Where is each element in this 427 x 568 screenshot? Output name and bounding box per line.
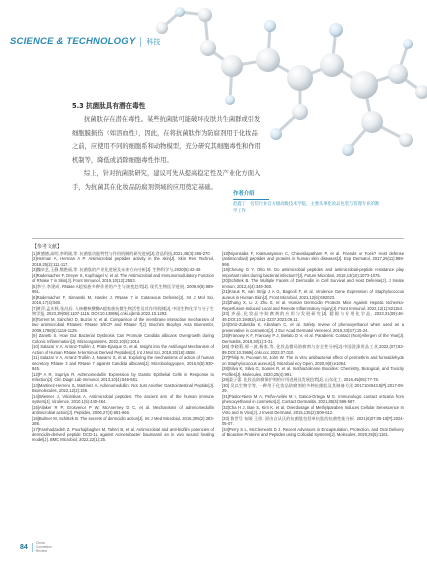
reference-item: [13]Martinez-Herrero S, Martínez A. Adrenomedullin: Not Just Another Gastrointestinal Peptide[J]. Biomolecules, 2022,12(2):156.	[32, 382, 214, 394]
section-title-en: SCIENCE & TECHNOLOGY	[10, 36, 136, 47]
article-paragraph: 抗菌肽存在潜在毒性。某些抗菌肽可能破坏皮肤共生菌群或引发细胞膜损伤（如溶血性），因此，在将抗菌肽作为防腐剂用于化妆品之前，应使用不同的细胞系和动物模型，充分研究其细胞毒性和作用机制等，降低或消除细胞毒性作用。	[72, 116, 261, 164]
header-divider	[140, 37, 141, 47]
references-right-column	[222, 251, 404, 443]
author-divider	[233, 199, 269, 200]
footer-divider	[32, 543, 33, 552]
reference-item: [23] 齐晶,化妆品中防腐剂的应用与发展研究[J]. 精细与专用化学品, 2023,31(09):46-49.DOI:10.19482/j.cn11-3237.2023.09.11.	[222, 311, 404, 322]
reference-item: [12]P A R, Supriya R. Adrenomedullin Expression by Gastric Epithelial Cells in Response to Infection[J]. Clin Diagn Lab Immunol, 2013,10(4):546-551.	[32, 371, 214, 383]
footer	[20, 542, 52, 553]
reference-item: [18]Niyonsaba F, Kiatsurayanon C, Chieosilapatham P, et al. Friends or Foes? Host defense (antimicrobial) peptides and proteins in human skin diseases[J]. Exp Dermatol, 2017,26(11):989-998.	[222, 251, 404, 267]
reference-item: [16]Bulmer M, Schittek B. The secrets of dermcidin action[J]. Int J Med Microbiol, 2015,305(2):283-286.	[32, 415, 214, 427]
author-title: 作者介绍	[233, 191, 255, 197]
reference-item: [25]Franowy K F, Franowy P J, Bielato D V, et al. Parabens: Contact (Non)Allergen of the Year[J]. Dermatitis, 2019,30(1):3-31.	[222, 333, 404, 344]
article-section-title: 5.3 抗菌肽具有潜在毒性	[72, 102, 146, 110]
reference-item: [26] 李晓莉,邢一波,杨家,等. 化妆品微局防腐剂与安全性分析[J].中国洗涤用品工业,2022,(07):82-89.DOI:10.3969/j.cnki.ccc.2022.07.010.	[222, 344, 404, 355]
reference-item: [14]Wiesner J, Vilcinskas A. Antimicrobial peptides: The ancient arm of the human immune system[J]. Virulence, 2010,1(5):440-464.	[32, 393, 214, 405]
reference-item: [15]Allaker R P, Grosvenor P W, McAnerney D C, et al. Mechanisms of adrenomedullin antimicrobial action[J]. Peptides, 2006,27(4):661-666.	[32, 404, 214, 416]
reference-item: [6]Rademacher F, Simanski M, Harder J. RNase 7 in Cutaneous Defense[J]. Int J Mol Sci, 2016,17(4):560.	[32, 294, 214, 306]
reference-item: [7]黄萍,孟庆秋,张昌辰. 人核糖核酸酶A超家族抗微生物活性及其作用机制[J]. 中国生物化学与分子生物学报, 2023,39(08):1107-1115. DOI:10.13865/j.cnki.cjbmb.2022.10.1293.	[32, 305, 214, 317]
section-title-cn: 科技	[146, 37, 161, 46]
reference-item: [31]Pastor-Nieto M A, Peña-Avilés M I, Gatica-Ortega M E. Immunologic contact urticaria from phenoxyethanol in cosmetics[J]. Contact Dermatitis, 2021,85(5):586-587.	[222, 393, 404, 405]
reference-item: [28]Silva K, Silva G, Soares R, et al. Isothiazolinone Biocides: Chemistry, Biological, and Toxicity Profiles[J]. Molecules, 2020,25(4):991.	[222, 366, 404, 377]
reference-item: [10] Salazar V A, Arranz-Trullén J, Prats-Ejarque G, et al. Insight into the Antifungal Mechanism of Action of Human RNase N-terminus Derived Peptides[J]. Int J Mol Sci, 2019,20(18):4558.	[32, 344, 214, 355]
references-left-column	[32, 251, 214, 443]
reference-item: [3]魏卓艺,王静,熊艳丽,等. 抗菌肽的产业化进展及未来方向分析[J]. 生物科学与,2020(5):42-46	[32, 267, 201, 273]
reference-item: [33] 鲁世号 布顾 王欣. 原由自从氏的抗菌肽包括单抗肽的抗菌性能分析. 2021(6)07:05-10[P].2024-05-07.	[222, 415, 404, 427]
journal-name-line: Cosmetics	[35, 544, 52, 549]
page-number: 84	[20, 544, 28, 552]
reference-item: [22]Zhang X, Li J, Zhu S, et al. Human Dermcidin Protects Mice Against Hepatic Ischemia-Reperfusion-Induced Local and Remote Inflammatory Injury[J]. Front Immunol, 2022,12(1):821154.	[222, 300, 404, 311]
author-text: 赵鑫丁：包装行业官方级高级技术学院，主要从事化妆品包装与管理专业的教学工作	[233, 202, 380, 214]
author-box	[233, 189, 383, 215]
reference-item: [32]Cha H J, Bae S, Kim K, et al. Overdosage of Methylparaben Induces Cellular Senescence In Vitro and In Vivo[J]. J Invest Dermatol, 2015,135(2):609-612.	[222, 404, 404, 416]
reference-item: [9] Zanetti S. How Gut Bacterial Dysbiosis Can Promote Candida albicans Overgrowth during Colonic Inflammation[J]. Microorganisms, 2022,10(5):1014.	[32, 333, 214, 344]
reference-item: [29]姜子蕾. 化妆品防腐保护剂的应用进展及发展趋势[J]. 山东化工, 2016,45(05):77-78.	[222, 377, 379, 383]
reference-item: [27]Philip N, Poonam M, John W. The in vitro antibacterial effect of permethrin and formaldehyde on Staphylococcus aureus[J]. Microbial ecy Open, 2020,9(8):e1054.	[222, 355, 404, 366]
journal-name-line: Review	[35, 548, 47, 553]
reference-item: [24]Ortiz-Zubeldia K, Abraham C, et al. Safety review of phenoxyethanol when used as a preservative in cosmetics[J]. J Eur Acad Dermatol Venereol, 2019,33(S7):15-24.	[222, 322, 404, 333]
reference-item: [19]Cheung G Y, Otto M. Do antimicrobial peptides and antimicrobial-peptide resistance play important roles during bacterial infection?[J]. Future Microbiol, 2018,13(10):1073-1075.	[222, 267, 404, 278]
reference-item: [5]李宁,李建成. RNase A超家族多种作用的产生与演变趋势[J]. 现代生物医学进展, 2009,9(5):989-991.	[32, 283, 214, 295]
reference-item: [21]Kraus R, van Strijp J A G, Bagnoli F, et al. Virulence Gene Expression of Staphylococcus aureus in Human Skin[J]. Front Microbiol, 2021,12(6):692023.	[222, 289, 404, 300]
reference-item: [8]Torrent M, Sánchez D, Buzón V, et al. Comparison of the membrane interaction mechanism of two antimicrobial RNases: RNase 3/ECP and RNase 7[J]. Biochim Biophys Acta Biomembr, 2009,1788(5):1116-1125.	[32, 316, 214, 333]
reference-item: [1]黄德德,高明,李明刚,等. 抗菌肽功能特性与作用机制的研究进展[J].食品科技,2021,46(3):265-270	[32, 251, 210, 256]
article-body	[72, 113, 262, 195]
reference-item: [30] 吴以生物学等, 一种用于化妆品防腐剂的多种抗菌肽及其制备方法:2017104043.5[P].2017-09-29.	[222, 382, 404, 394]
reference-item: [34]Perry S L, McClements D J. Recent Advances in Encapsulation, Protection, and Oral Delivery of Bioactive Proteins and Peptides using Colloidal Systems[J]. Molecules, 2020,25(5):1161.	[222, 426, 404, 437]
journal-name	[36, 542, 52, 553]
reference-item: [11] Salazar V A, Arranz-Trullén J, Navarro S, et al. Exploring the mechanisms of action of human secretory RNase 3 and RNase 7 against Candida albicans[J]. Microbiologyopen, 2016,5(5):830-845.	[32, 355, 214, 372]
section-header	[10, 36, 160, 47]
references-section	[32, 238, 404, 443]
reference-item: [4]Rademacher F, Dreyer S, Kopfnagel V, et al. The Antimicrobial and Immunomodulatory Function of RNase 7 in Skin[J]. Front Immunol, 2019,10(12):2553.	[32, 272, 214, 284]
reference-item: [20]Schittek B. The Multiple Facets of Dermcidin in Cell Survival and Host Defense[J]. J Innate Immun, 2012,4(4):349-360.	[222, 278, 404, 289]
journal-name-line: China	[35, 541, 45, 545]
article-paragraph: 综上，针对抗菌肽研究，建议可先从提高稳定性及产业化方面入手，为抗菌其在化妆品防腐剂领域的应用奠定基础。	[72, 170, 261, 191]
references-heading: 【参考文献】	[32, 244, 63, 250]
reference-item: [17]Farshadzadeh Z, Pourhajibagher M, Taheri B, et al. Antimicrobial and anti-biofilm potencies of dermcidin-derived peptide DCD-1L against Acinetobacter baumannii an in vivo wound healing model[J]. BMC Microbiol, 2022,22(1):25.	[32, 426, 214, 443]
reference-item: [2]Herman A, Herman A P. Antimicrobial peptides activity in the skin[J]. Skin Res Technol, 2019,25(2):111-117.	[32, 256, 214, 267]
